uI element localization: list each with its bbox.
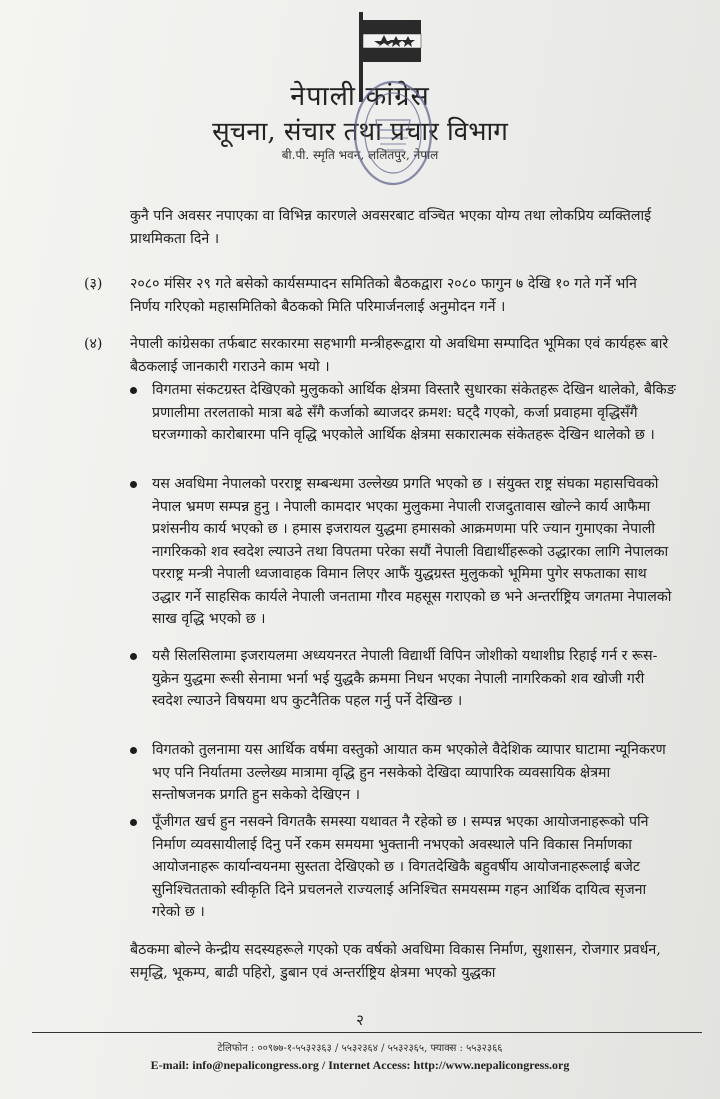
bullet-icon [130, 747, 137, 754]
organization-name: नेपाली कांग्रेस [290, 81, 430, 112]
office-address: बी.पी. स्मृति भवन, ललितपुर, नेपाल [281, 148, 439, 162]
bullet-text: यस अवधिमा नेपालको परराष्ट्र सम्बन्धमा उल्लेख्य प्रगति भएको छ । संयुक्त राष्ट्र संघका महासचिवको नेपाल भ्रमण सम्पन्न हुनु । नेपाली कामदार भएका मुलुकमा नेपाली राजदुतावास खोल्ने कार्य आफैमा प्रशंसनीय कार्य भएको छ । हमास इजरायल युद्धमा हमासको आक्रमणमा परि ज्यान गुमाएका नेपाली नागरिकको शव स्वदेश ल्याउने तथा विपतमा परेका सयौं नेपाली विद्यार्थीहरूको उद्धारका लागि नेपालका परराष्ट्र मन्त्री नेपाली ध्वजावाहक विमान लिएर आफैं युद्धग्रस्त मुलुकको भूमिमा पुगेर सफताका साथ उद्धार गर्ने साहसिक कार्यले नेपाली जनतामा गौरव महसूस गराएको छ भने अन्तर्राष्ट्रिय जगतमा नेपालको साख वृद्धि भएको छ । [152, 476, 672, 627]
department-stamp-icon [352, 78, 434, 188]
continued-paragraph: कुनै पनि अवसर नपाएका वा विभिन्न कारणले अवसरबाट वञ्चित भएका योग्य तथा लोकप्रिय व्यक्तिलाई प्राथमिकता दिने । [130, 208, 652, 247]
department-name: सूचना, संचार तथा प्रचार विभाग [212, 117, 508, 147]
footer-divider [32, 1032, 702, 1033]
bullet-icon [130, 653, 137, 660]
bullet-icon [130, 819, 137, 826]
bullet-text: यसै सिलसिलामा इजरायलमा अध्ययनरत नेपाली विद्यार्थी विपिन जोशीको यथाशीघ्र रिहाई गर्न र रूस-युक्रेन युद्धमा रूसी सेनामा भर्ना भई युद्धकै क्रममा निधन भएका नेपाली नागरिकको शव खोजी गरी स्वदेश ल्याउने विषयमा थप कुटनैतिक पहल गर्नु पर्ने देखिन्छ । [152, 648, 658, 709]
item-text: नेपाली कांग्रेसका तर्फबाट सरकारमा सहभागी मन्त्रीहरूद्वारा यो अवधिमा सम्पादित भूमिका एवं कार्यहरू बारे बैठकलाई जानकारी गराउने काम भयो । [130, 336, 669, 375]
footer-phone: टेलिफोन : ००९७७-१-५५३२३६३ / ५५३२३६४ / ५५३२३६५, फ्याक्स : ५५३२३६६ [217, 1043, 503, 1054]
bullet-text: विगतको तुलनामा यस आर्थिक वर्षमा वस्तुको आयात कम भएकोले वैदेशिक व्यापार घाटामा न्यूनिकरण भए पनि निर्यातमा उल्लेख्य मात्रामा वृद्धि हुन नसकेको देखिदा व्यापारिक व्यवसायिक क्षेत्रमा सन्तोषजनक प्रगति हुन सकेको देखिएन । [152, 742, 666, 803]
item-text: २०८० मंसिर २९ गते बसेको कार्यसम्पादन समितिको बैठकद्वारा २०८० फागुन ७ देखि १० गते गर्ने भनि निर्णय गरिएको महासमितिको बैठकको मिति परिमार्जनलाई अनुमोदन गर्ने । [130, 276, 637, 315]
page-number: २ [356, 1011, 364, 1029]
bullet-text: विगतमा संकटग्रस्त देखिएको मुलुकको आर्थिक क्षेत्रमा विस्तारै सुधारका संकेतहरू देखिन थालेको, बैकिङ प्रणालीमा तरलताको मात्रा बढे सँगै कर्जाको ब्याजदर क्रमश: घट्दै गएको, कर्जा प्रवाहमा वृद्धिसँगै घरजग्गाको कारोबारमा पनि वृद्धि भएकोले आर्थिक क्षेत्रमा सकारात्मक संकेतहरू देखिन थालेको छ । [152, 382, 676, 443]
item-number: (४) [84, 336, 103, 352]
item-number: (३) [84, 276, 103, 292]
closing-paragraph: बैठकमा बोल्ने केन्द्रीय सदस्यहरूले गएको एक वर्षको अवधिमा विकास निर्माण, सुशासन, रोजगार प्रवर्धन, समृद्धि, भूकम्प, बाढी पहिरो, डुबान एवं अन्तर्राष्ट्रिय क्षेत्रमा भएको युद्धका [130, 942, 661, 981]
footer-contact: E-mail: info@nepalicongress.org / Internet Access: http://www.nepalicongress.org [150, 1058, 570, 1072]
bullet-text: पूँजीगत खर्च हुन नसक्ने विगतकै समस्या यथावत नै रहेको छ । सम्पन्न भएका आयोजनाहरूको पनि निर्माण व्यवसायीलाई दिनु पर्ने रकम समयमा भुक्तानी नभएको अवस्थाले पनि विकास निर्माणका आयोजनाहरू कार्यान्वयनमा सुस्तता देखिएको छ । विगतदेखिकै बहुवर्षीय आयोजनाहरूलाई बजेट सुनिश्चितताको स्वीकृति दिने प्रचलनले राज्यलाई अनिश्चित समयसम्म गहन आर्थिक दायित्व सृजना गरेको छ । [152, 814, 649, 920]
bullet-icon [130, 481, 137, 488]
bullet-icon [130, 387, 137, 394]
